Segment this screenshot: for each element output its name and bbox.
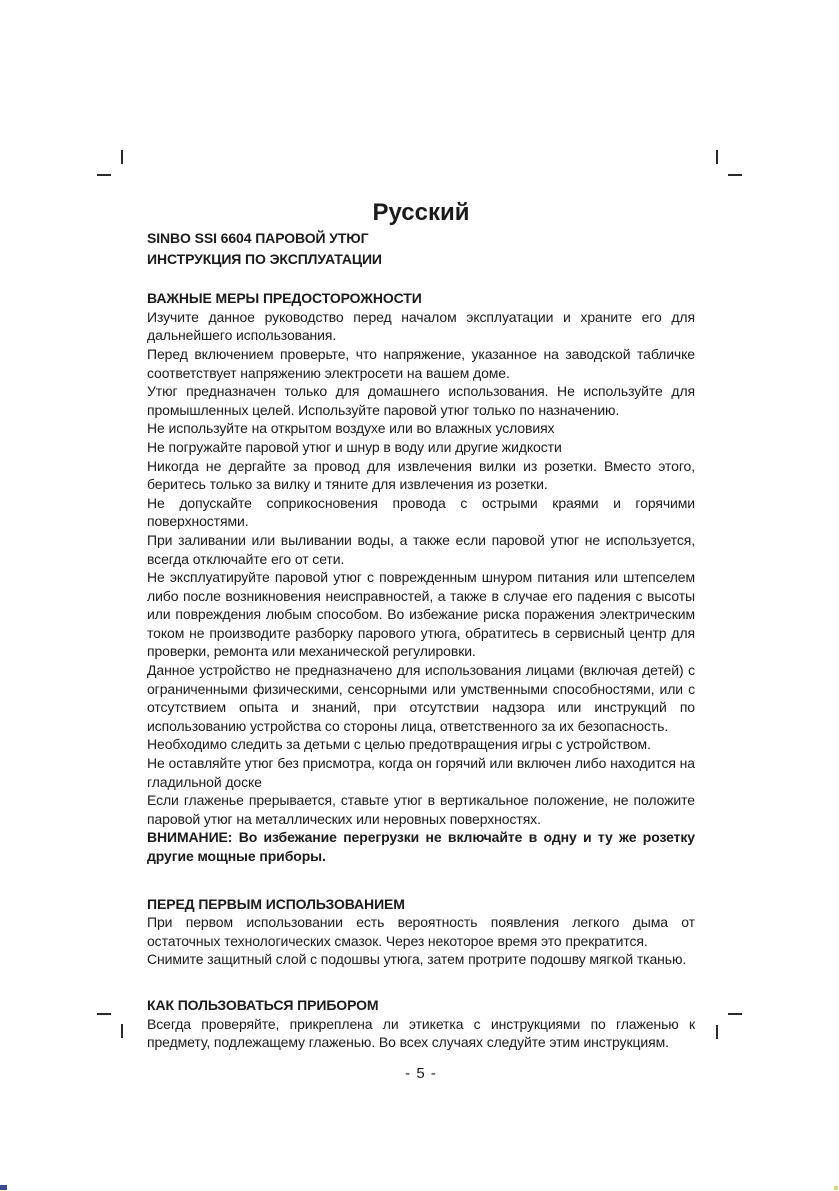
paragraph: Изучите данное руководство перед началом эксплуатации и храните его для дальнейшего использования. — [147, 308, 695, 344]
document-title: ИНСТРУКЦИЯ ПО ЭКСПЛУАТАЦИИ — [147, 250, 382, 267]
crop-mark-top-left-vertical — [121, 150, 123, 164]
paragraph: Не используйте на открытом воздухе или во влажных условиях — [147, 420, 555, 437]
paragraph: Перед включением проверьте, что напряжение, указанное на заводской табличке соответствует напряжению электросети на вашем доме. — [147, 345, 695, 381]
paragraph: Не допускайте соприкосновения провода с острыми краями и горячими поверхностями. — [147, 494, 695, 530]
paragraph: Всегда проверяйте, прикреплена ли этикетка с инструкциями по глаженью к предмету, подлежащему глаженью. Во всех случаях следуйте этим инструкциям. — [147, 1015, 695, 1051]
section-important-precautions — [147, 289, 695, 865]
page-number: - 5 - — [405, 1064, 437, 1082]
paragraph: Утюг предназначен только для домашнего использования. Не используйте для промышленных целей. Используйте паровой утюг только по назначению. — [147, 383, 695, 418]
scan-artifact — [0, 1185, 7, 1190]
warning-paragraph: ВНИМАНИЕ: Во избежание перегрузки не включайте в одну и ту же розетку другие мощные приборы. — [147, 829, 695, 864]
crop-mark-bottom-left-vertical — [121, 1024, 123, 1038]
crop-mark-bottom-right-vertical — [716, 1025, 718, 1039]
paragraph: При заливании или выливании воды, а также если паровой утюг не используется, всегда отключайте его от сети. — [147, 531, 695, 567]
paragraph: Снимите защитный слой с подошвы утюга, затем протрите подошву мягкой тканью. — [147, 951, 687, 968]
document-content — [147, 199, 695, 1083]
paragraph: Необходимо следить за детьми с целью предотвращения игры с устройством. — [147, 736, 651, 753]
crop-mark-top-left-horizontal — [97, 174, 111, 176]
crop-mark-bottom-left-horizontal — [97, 1013, 111, 1015]
section-how-to-use — [147, 996, 695, 1052]
page-title: Русский — [372, 199, 470, 226]
crop-mark-top-right-vertical — [716, 150, 718, 164]
section-before-first-use — [147, 895, 695, 969]
product-title: SINBO SSI 6604 ПАРОВОЙ УТЮГ — [147, 230, 369, 246]
paragraph: При первом использовании есть вероятность появления легкого дыма от остаточных технологических смазок. Через некоторое время это прекратится. — [147, 914, 695, 949]
scan-artifact — [834, 1186, 838, 1190]
paragraph: Не погружайте паровой утюг и шнур в воду или другие жидкости — [147, 438, 562, 455]
paragraph: Не эксплуатируйте паровой утюг с поврежденным шнуром питания или штепселем либо после возникновения неисправностей, а также в случае его падения с высоты или повреждения любым способом. Во избежание риска поражения электрическим током не производите разборку парового утюга, обратитесь в сервисный центр для проверки, ремонта или механической регулировки. — [147, 569, 695, 660]
paragraph: Если глаженье прерывается, ставьте утюг в вертикальное положение, не положите паровой утюг на металлических или неровных поверхностях. — [147, 792, 695, 827]
crop-mark-bottom-right-horizontal — [728, 1013, 742, 1015]
section-heading: ВАЖНЫЕ МЕРЫ ПРЕДОСТОРОЖНОСТИ — [147, 290, 422, 307]
paragraph: Никогда не дергайте за провод для извлечения вилки из розетки. Вместо этого, беритесь только за вилку и тяните для извлечения из розетки. — [147, 457, 695, 493]
paragraph: Не оставляйте утюг без присмотра, когда он горячий или включен либо находится на гладильной доске — [147, 755, 695, 790]
crop-mark-top-right-horizontal — [728, 174, 742, 176]
section-heading: ПЕРЕД ПЕРВЫМ ИСПОЛЬЗОВАНИЕМ — [147, 895, 405, 912]
section-heading: КАК ПОЛЬЗОВАТЬСЯ ПРИБОРОМ — [147, 996, 379, 1013]
paragraph: Данное устройство не предназначено для использования лицами (включая детей) с ограниченными физическими, сенсорными или умственными способностями, или с отсутствием опыта и знаний, при отсутствии надзора или инструкций по использованию устройства со стороны лица, ответственного за их безопасность. — [147, 662, 695, 734]
